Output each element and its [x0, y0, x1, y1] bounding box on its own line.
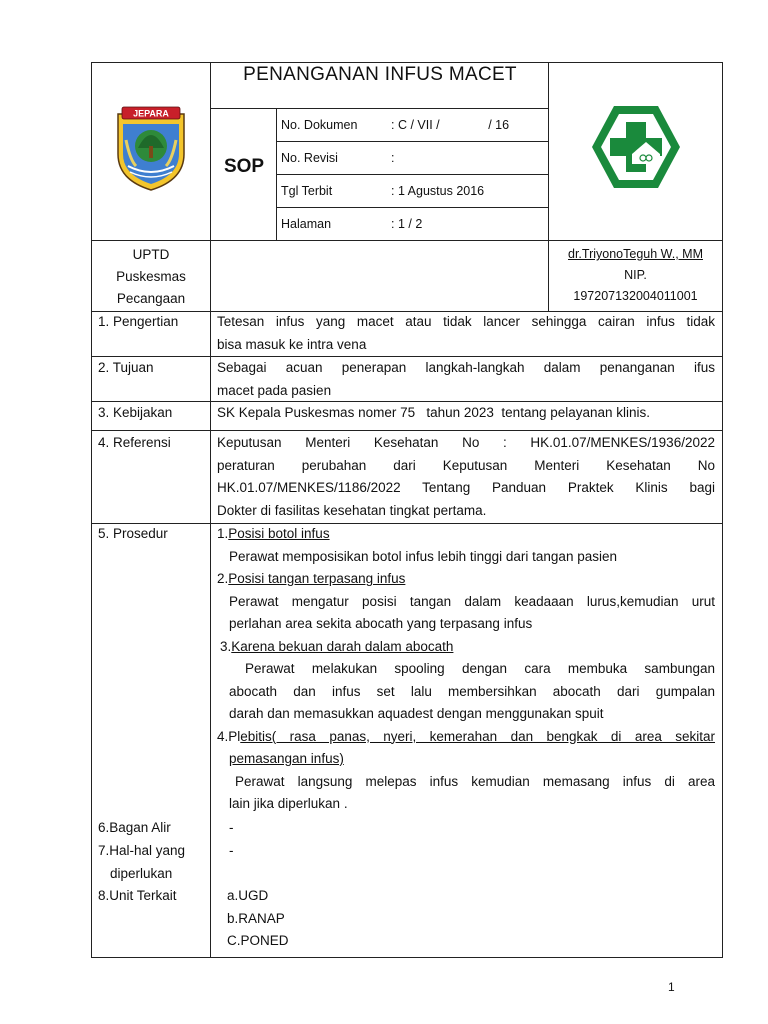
prosedur-step-3-text: darah dan memasukkan aquadest dengan menggunakan spuit	[229, 706, 604, 721]
prosedur-step-3-heading: 3.Karena bekuan darah dalam abocath	[220, 638, 454, 654]
unit-terkait-item: C.PONED	[227, 933, 289, 948]
bagan-alir-value: -	[229, 820, 234, 835]
org-line-pecangaan: Pecangaan	[116, 291, 186, 306]
prosedur-step-3-text: abocath dan infus set lalu membersihkan abocath dari gumpalan	[229, 683, 715, 699]
prosedur-step-2-text: Perawat mengatur posisi tangan dalam keadaaan lurus,kemudian urut	[229, 593, 715, 609]
sop-label: SOP	[223, 156, 265, 177]
org-block	[92, 244, 210, 310]
prosedur-step-4-heading: 4.Plebitis( rasa panas, nyeri, kemerahan dan bengkak di area sekitar	[217, 728, 715, 744]
field-label-tgl-terbit: Tgl Terbit	[281, 184, 333, 198]
field-value-no-revisi: :	[391, 151, 395, 165]
puskesmas-cross-icon	[590, 104, 682, 190]
field-label-halaman: Halaman	[281, 217, 332, 231]
kebijakan-line: SK Kepala Puskesmas nomer 75 tahun 2023 tentang pelayanan klinis.	[217, 405, 651, 420]
field-label-no-revisi: No. Revisi	[281, 151, 338, 165]
field-value-no-dokumen: : C / VII / / 16	[391, 118, 510, 132]
document-title: PENANGANAN INFUS MACET	[243, 64, 517, 85]
signer-block	[549, 244, 722, 307]
org-line-uptd: UPTD	[132, 247, 170, 262]
referensi-line: Keputusan Menteri Kesehatan No : HK.01.07/MENKES/1936/2022	[217, 435, 715, 450]
org-line-puskesmas: Puskesmas	[116, 269, 186, 284]
prosedur-step-2-text: perlahan area sekita abocath yang terpasang infus	[229, 616, 533, 631]
tujuan-line: Sebagai acuan penerapan langkah-langkah dalam penanganan ifus	[217, 360, 715, 375]
section-label-kebijakan: 3. Kebijakan	[98, 405, 173, 420]
prosedur-step-1-heading: 1.Posisi botol infus	[217, 526, 330, 541]
section-label-bagan-alir: 6.Bagan Alir	[98, 820, 171, 835]
unit-terkait-item: b.RANAP	[227, 910, 285, 926]
prosedur-step-4-text: Perawat langsung melepas infus kemudian memasang infus di area	[235, 773, 715, 789]
unit-terkait-item: a.UGD	[227, 888, 269, 903]
pengertian-line: bisa masuk ke intra vena	[217, 336, 367, 352]
tujuan-line: macet pada pasien	[217, 382, 332, 398]
field-value-tgl-terbit: : 1 Agustus 2016	[391, 184, 485, 198]
section-label-hal-hal-2: diperlukan	[110, 866, 173, 881]
section-label-pengertian: 1. Pengertian	[98, 314, 179, 329]
prosedur-step-3-text: Perawat melakukan spooling dengan cara membuka sambungan	[245, 661, 715, 676]
referensi-line: Dokter di fasilitas kesehatan tingkat pertama.	[217, 502, 487, 518]
referensi-content	[217, 432, 715, 522]
nip-label: NIP.	[624, 268, 647, 282]
prosedur-step-1-text: Perawat memposisikan botol infus lebih tinggi dari tangan pasien	[229, 548, 617, 564]
prosedur-step-2-heading: 2.Posisi tangan terpasang infus	[217, 571, 406, 586]
hal-hal-value: -	[229, 843, 234, 858]
referensi-line: HK.01.07/MENKES/1186/2022 Tentang Panduan Praktek Klinis bagi	[217, 480, 715, 495]
section-label-tujuan: 2. Tujuan	[98, 360, 154, 375]
prosedur-step-4-text: lain jika diperlukan .	[229, 796, 348, 811]
logo-banner-text: JEPARA	[133, 108, 169, 119]
jepara-regency-emblem	[112, 104, 190, 192]
nip-number: 197207132004011001	[573, 289, 698, 303]
section-label-referensi: 4. Referensi	[98, 435, 171, 450]
field-value-halaman: : 1 / 2	[391, 217, 423, 231]
tujuan-content	[217, 357, 715, 402]
prosedur-step-4-heading: pemasangan infus)	[229, 751, 344, 766]
unit-terkait-list	[227, 885, 289, 953]
page-number: 1	[668, 980, 675, 994]
pengertian-content	[217, 311, 715, 356]
section-label-hal-hal-1: 7.Hal-hal yang	[98, 843, 186, 858]
prosedur-content	[217, 523, 715, 816]
referensi-line: peraturan perubahan dari Keputusan Menteri Kesehatan No	[217, 457, 715, 473]
section-label-prosedur: 5. Prosedur	[98, 526, 168, 541]
pengertian-line: Tetesan infus yang macet atau tidak lancer sehingga cairan infus tidak	[217, 314, 715, 329]
section-label-unit-terkait: 8.Unit Terkait	[98, 888, 177, 903]
field-label-no-dokumen: No. Dokumen	[281, 118, 358, 132]
signer-name: dr.TriyonoTeguh W., MM	[568, 247, 703, 261]
